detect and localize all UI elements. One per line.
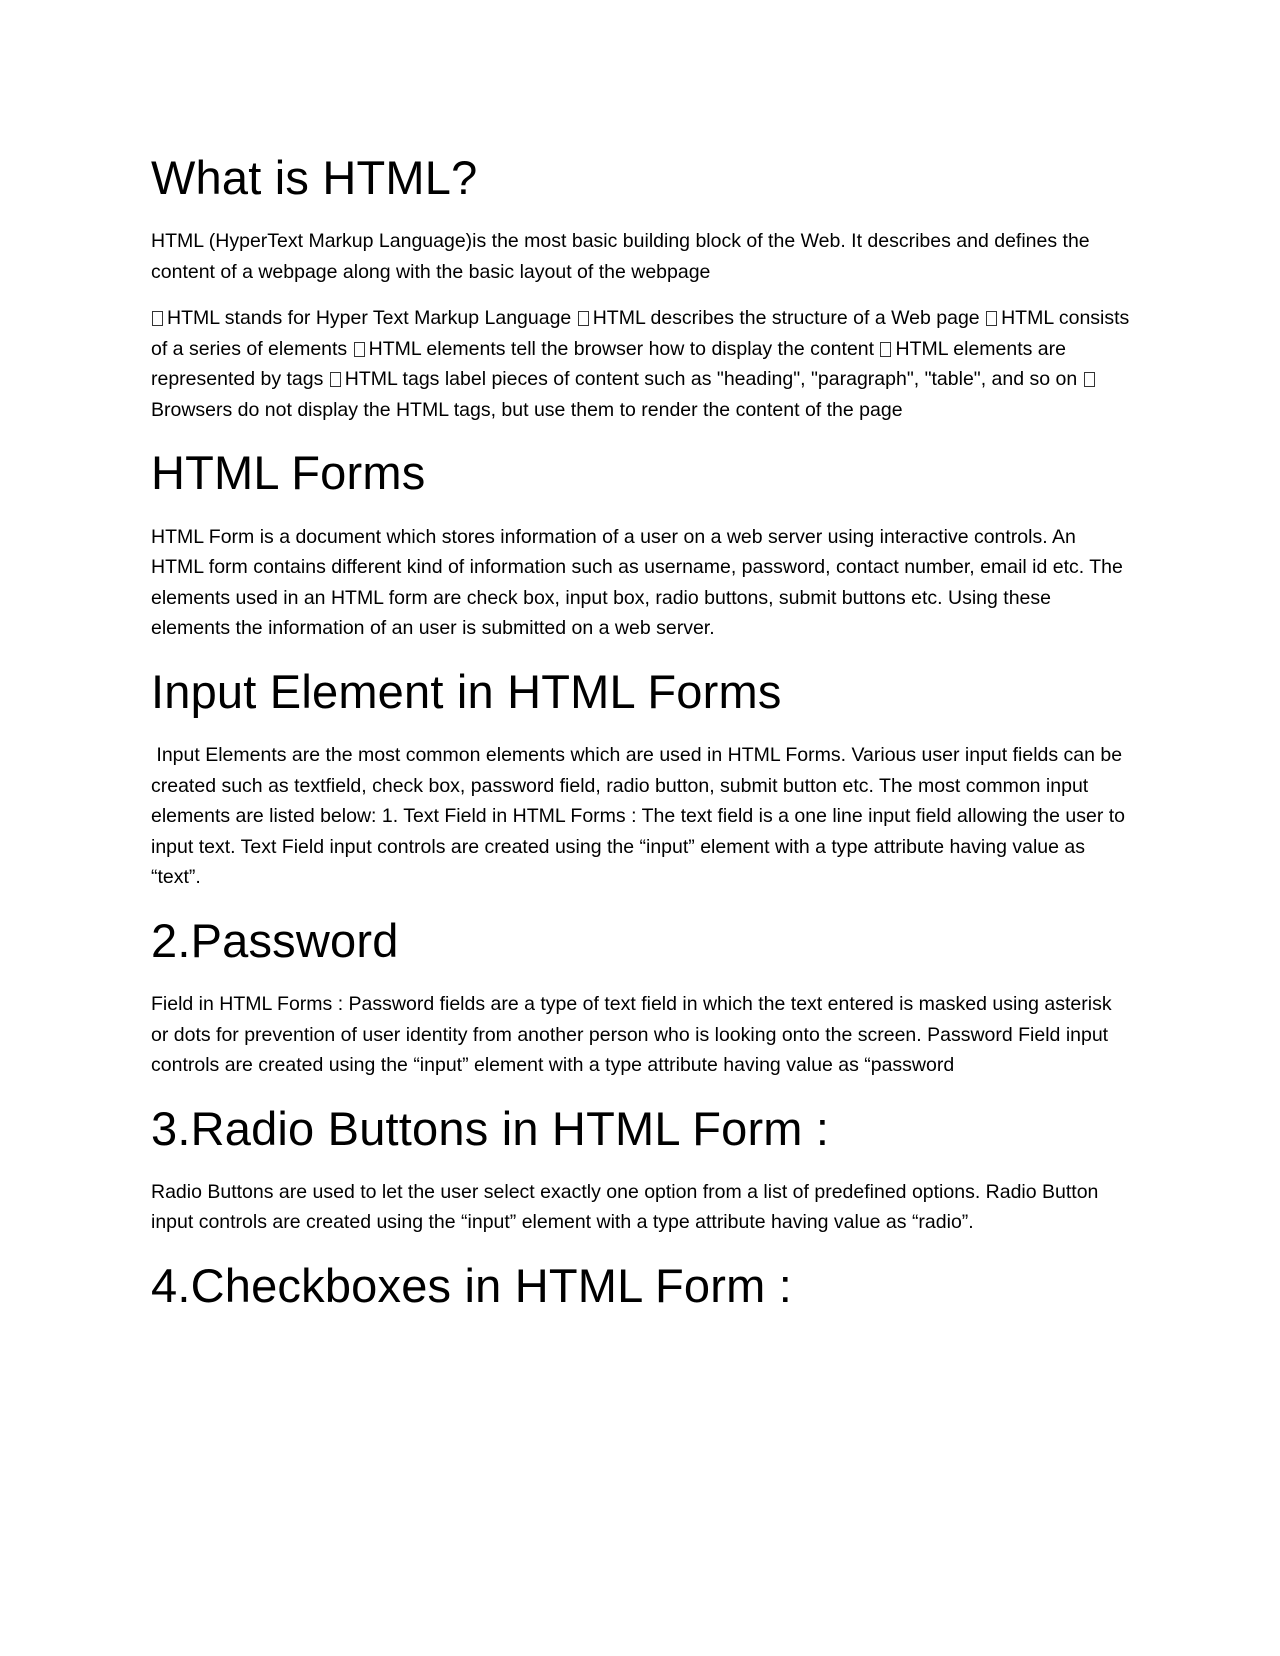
paragraph-html-bullets xyxy=(151,303,1131,425)
missing-glyph-icon xyxy=(330,372,341,387)
paragraph-input-element: Input Elements are the most common elements which are used in HTML Forms. Various user input fields can be created such as textfield, check box, password field, radio button, submit button etc. The most common input elements are listed below: 1. Text Field in HTML Forms : The text field is a one line input field allowing the user to input text. Text Field input controls are created using the “input” element with a type attribute having value as “text”. xyxy=(151,744,1131,889)
heading-input-element: Input Element in HTML Forms xyxy=(151,664,782,718)
bullet-text: HTML elements are represented by tags xyxy=(151,337,1066,391)
missing-glyph-icon xyxy=(354,342,365,357)
bullet-text: Browsers do not display the HTML tags, but use them to render the content of the page xyxy=(151,398,903,421)
document-page xyxy=(151,150,1131,1314)
missing-glyph-icon xyxy=(152,311,163,326)
paragraph-html-forms: HTML Form is a document which stores information of a user on a web server using interactive controls. An HTML form contains different kind of information such as username, password, contact number, email id etc. The elements used in an HTML form are check box, input box, radio buttons, submit buttons etc. Using these elements the information of an user is submitted on a web server. xyxy=(151,525,1123,640)
bullet-text: HTML elements tell the browser how to display the content xyxy=(368,337,875,360)
paragraph-html-intro: HTML (HyperText Markup Language)is the most basic building block of the Web. It describes and defines the content of a webpage along with the basic layout of the webpage xyxy=(151,230,1090,283)
missing-glyph-icon xyxy=(880,342,891,357)
heading-checkboxes: 4.Checkboxes in HTML Form : xyxy=(151,1258,792,1312)
missing-glyph-icon xyxy=(578,311,589,326)
missing-glyph-icon xyxy=(986,311,997,326)
paragraph-radio-buttons: Radio Buttons are used to let the user select exactly one option from a list of predefined options. Radio Button input controls are created using the “input” element with a type attribute having value as “radio”. xyxy=(151,1180,1099,1234)
heading-html-forms: HTML Forms xyxy=(151,446,426,500)
missing-glyph-icon xyxy=(1084,372,1095,387)
heading-radio-buttons: 3.Radio Buttons in HTML Form : xyxy=(151,1101,830,1155)
bullet-text: HTML stands for Hyper Text Markup Language xyxy=(167,307,572,330)
paragraph-password: Field in HTML Forms : Password fields are a type of text field in which the text entered is masked using asterisk or dots for prevention of user identity from another person who is looking onto the screen. Password Field input controls are created using the “input” element with a type attribute having value as “password xyxy=(151,993,1112,1077)
bullet-text: HTML tags label pieces of content such as "heading", "paragraph", "table", and so on xyxy=(344,368,1078,391)
bullet-text: HTML describes the structure of a Web page xyxy=(592,307,980,330)
heading-password: 2.Password xyxy=(151,913,399,967)
bullet-text: HTML consists of a series of elements xyxy=(151,307,1130,360)
heading-what-is-html: What is HTML? xyxy=(151,151,478,204)
